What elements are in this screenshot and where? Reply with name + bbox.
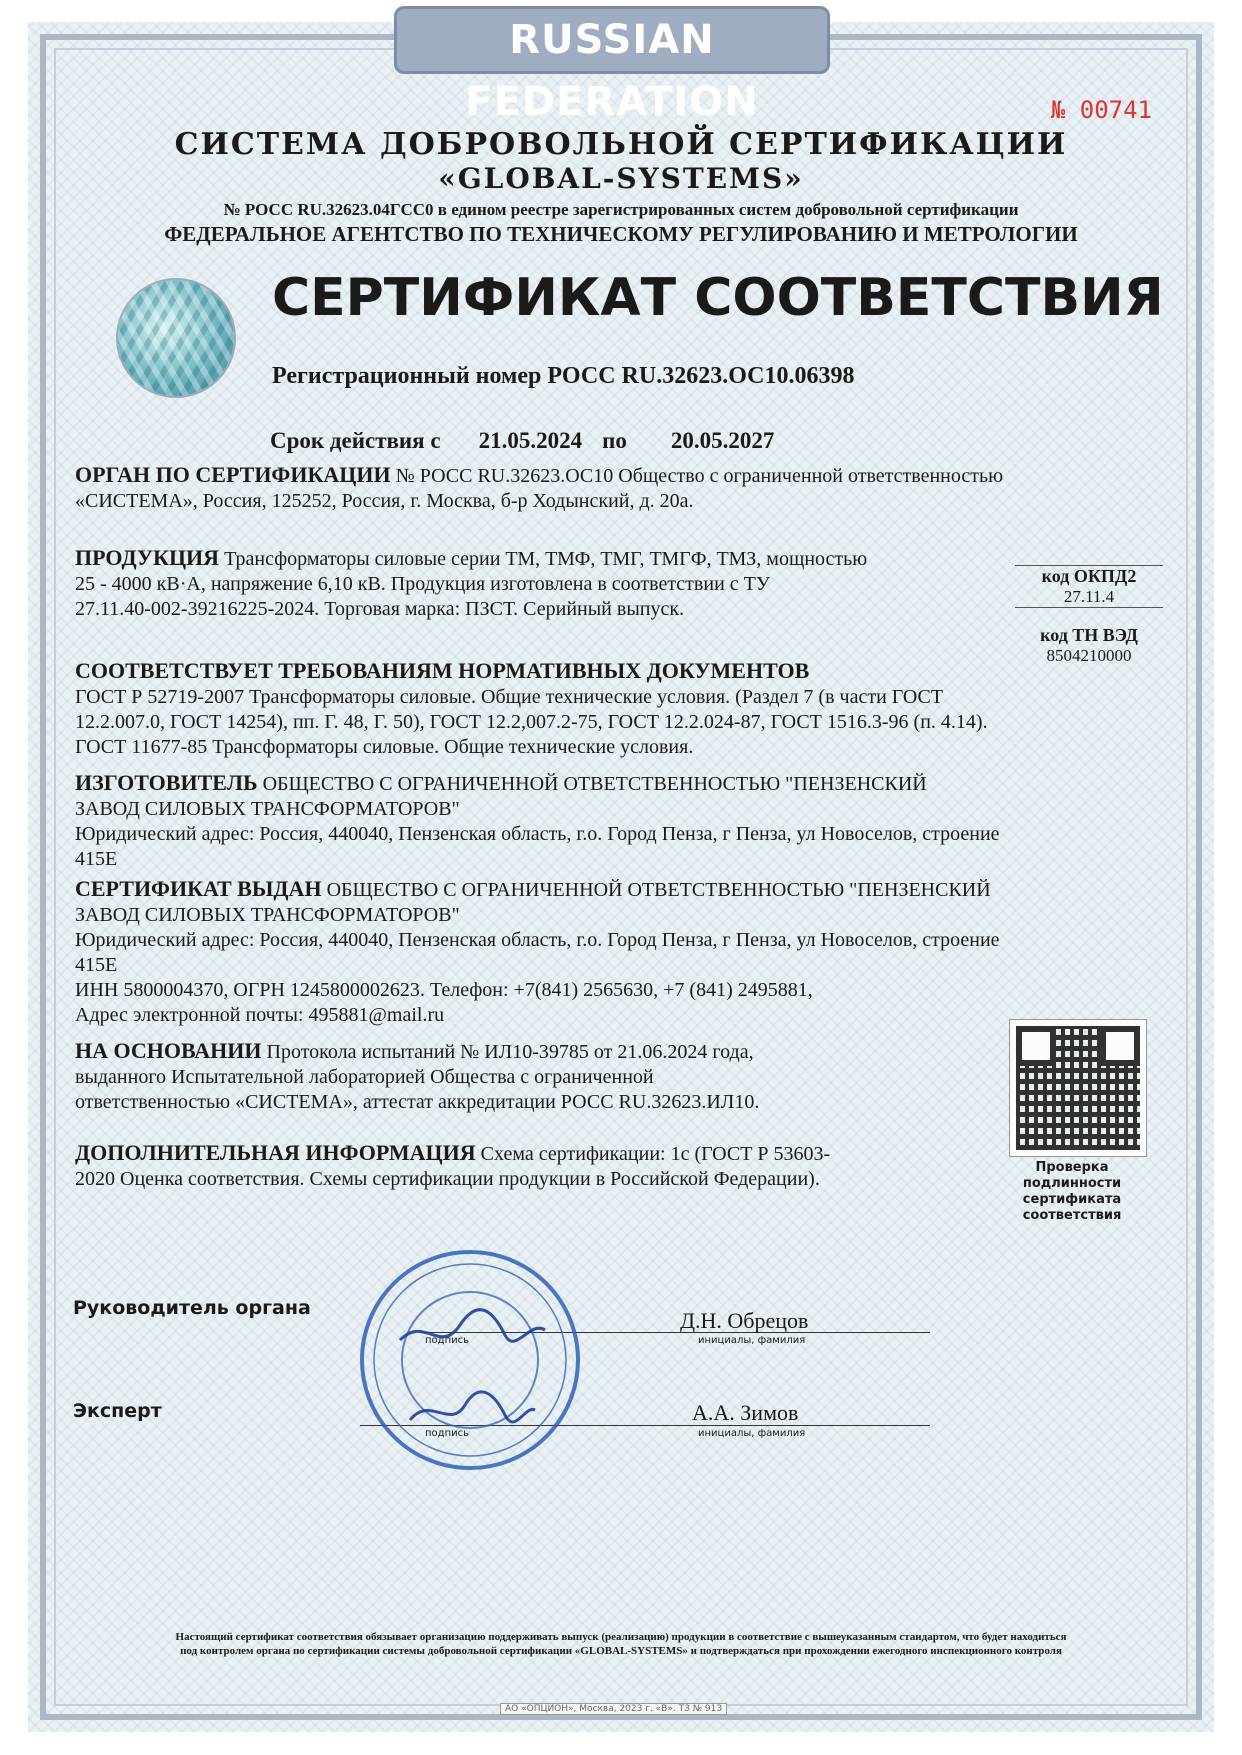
certification-body-heading: ОРГАН ПО СЕРТИФИКАЦИИ bbox=[75, 462, 391, 487]
additional-info-text-2: 2020 Оценка соответствия. Схемы сертификации продукции в Российской Федерации). bbox=[75, 1168, 820, 1190]
basis-text-3: ответственностью «СИСТЕМА», аттестат аккредитации РОСС RU.32623.ИЛ10. bbox=[75, 1091, 760, 1113]
okpd-label: код ОКПД2 bbox=[1041, 566, 1137, 586]
validity-to-label: по bbox=[602, 428, 627, 453]
tnved-code-box bbox=[1015, 625, 1163, 666]
conformity-text-2: 12.2.007.0, ГОСТ 14254), пп. Г. 48, Г. 50), ГОСТ 12.2,007.2-75, ГОСТ 12.2.024-87, ГОСТ 1516.3-96 (п. 4.14). bbox=[75, 711, 988, 733]
validity-label: Срок действия с bbox=[270, 428, 441, 453]
manufacturer-heading: ИЗГОТОВИТЕЛЬ bbox=[75, 770, 258, 795]
qr-caption: Проверка подлинности сертификата соответствия bbox=[1022, 1160, 1122, 1223]
tnved-label: код ТН ВЭД bbox=[1040, 625, 1138, 645]
head-sign-hint: подпись bbox=[425, 1335, 469, 1346]
issued-to-address-1: Юридический адрес: Россия, 440040, Пензенская область, г.о. Город Пенза, г Пенза, ул Новоселов, строение bbox=[75, 929, 1000, 951]
certification-body-address: «СИСТЕМА», Россия, 125252, Россия, г. Москва, б-р Ходынский, д. 20а. bbox=[75, 490, 694, 512]
registration-number: Регистрационный номер РОСС RU.32623.ОС10.06398 bbox=[272, 363, 855, 389]
valid-from-date: 21.05.2024 bbox=[478, 428, 583, 453]
issued-to-name-2: ЗАВОД СИЛОВЫХ ТРАНСФОРМАТОРОВ" bbox=[75, 904, 460, 926]
expert-name-hint: инициалы, фамилия bbox=[698, 1428, 806, 1439]
validity-period bbox=[270, 428, 774, 454]
product-text-1: Трансформаторы силовые серии ТМ, ТМФ, ТМГ, ТМГФ, ТМЗ, мощностью bbox=[219, 548, 868, 570]
basis-heading: НА ОСНОВАНИИ bbox=[75, 1038, 262, 1063]
expert-sign-hint: подпись bbox=[425, 1428, 469, 1439]
expert-name: А.А. Зимов bbox=[692, 1400, 799, 1425]
conformity-text-3: ГОСТ 11677-85 Трансформаторы силовые. Общие технические условия. bbox=[75, 736, 694, 758]
footer-line-2: под контролем органа по сертификации системы добровольной сертификации «GLOBAL-SYSTEMS» и подтверждаться при прохождении ежегодного инспекционного контроля bbox=[180, 1645, 1062, 1657]
okpd-code-box bbox=[1015, 565, 1163, 608]
product-section bbox=[75, 545, 1005, 622]
issued-to-email: Адрес электронной почты: 495881@mail.ru bbox=[75, 1004, 445, 1026]
certificate-serial-number: № 00741 bbox=[1050, 96, 1152, 124]
head-name: Д.Н. Обрецов bbox=[680, 1308, 809, 1333]
registry-line: № РОСС RU.32623.04ГСС0 в едином реестре зарегистрированных систем добровольной сертификации bbox=[223, 200, 1019, 219]
tnved-value: 8504210000 bbox=[1046, 646, 1132, 665]
manufacturer-address-1: Юридический адрес: Россия, 440040, Пензенская область, г.о. Город Пенза, г Пенза, ул Новоселов, строение bbox=[75, 823, 1000, 845]
conformity-section bbox=[75, 658, 988, 760]
official-stamp-icon bbox=[355, 1245, 585, 1475]
banner-russian-federation: RUSSIAN FEDERATION bbox=[394, 6, 830, 74]
certificate-title: СЕРТИФИКАТ СООТВЕТСТВИЯ bbox=[272, 268, 1164, 328]
system-name-line1: СИСТЕМА ДОБРОВОЛЬНОЙ СЕРТИФИКАЦИИ bbox=[174, 127, 1068, 162]
conformity-text-1: ГОСТ Р 52719-2007 Трансформаторы силовые. Общие технические условия. (Раздел 7 (в части ГОСТ bbox=[75, 686, 944, 708]
head-name-hint: инициалы, фамилия bbox=[698, 1335, 806, 1346]
issued-to-address-2: 415Е bbox=[75, 954, 118, 976]
expert-label: Эксперт bbox=[73, 1400, 162, 1422]
basis-text-2: выданного Испытательной лабораторией Общества с ограниченной bbox=[75, 1066, 654, 1088]
footer-line-1: Настоящий сертификат соответствия обязывает организацию поддерживать выпуск (реализацию) продукции в соответствие с вышеуказанным стандартом, что будет находиться bbox=[175, 1631, 1067, 1643]
basis-text-1: Протокола испытаний № ИЛ10-39785 от 21.06.2024 года, bbox=[261, 1041, 754, 1063]
conformity-heading: СООТВЕТСТВУЕТ ТРЕБОВАНИЯМ НОРМАТИВНЫХ ДОКУМЕНТОВ bbox=[75, 658, 810, 683]
certification-body-text: № РОСС RU.32623.ОС10 Общество с ограниченной ответственностью bbox=[390, 465, 1004, 487]
issued-to-name-1: ОБЩЕСТВО С ОГРАНИЧЕННОЙ ОТВЕТСТВЕННОСТЬЮ "ПЕНЗЕНСКИЙ bbox=[321, 879, 991, 901]
issued-to-contacts: ИНН 5800004370, ОГРН 1245800002623. Телефон: +7(841) 2565630, +7 (841) 2495881, bbox=[75, 979, 813, 1001]
additional-info-section bbox=[75, 1140, 975, 1192]
printer-imprint: АО «ОПЦИОН», Москва, 2023 г. «В». ТЗ № 913 bbox=[500, 1703, 727, 1715]
manufacturer-section bbox=[75, 770, 1145, 872]
issued-to-section bbox=[75, 876, 1145, 1028]
system-name-line2: «GLOBAL-SYSTEMS» bbox=[438, 162, 804, 195]
manufacturer-name-1: ОБЩЕСТВО С ОГРАНИЧЕННОЙ ОТВЕТСТВЕННОСТЬЮ "ПЕНЗЕНСКИЙ bbox=[257, 773, 927, 795]
issued-to-heading: СЕРТИФИКАТ ВЫДАН bbox=[75, 876, 322, 901]
product-text-2: 25 - 4000 кВ·А, напряжение 6,10 кВ. Продукция изготовлена в соответствии с ТУ bbox=[75, 573, 771, 595]
manufacturer-address-2: 415Е bbox=[75, 848, 118, 870]
additional-info-heading: ДОПОЛНИТЕЛЬНАЯ ИНФОРМАЦИЯ bbox=[75, 1140, 476, 1165]
hologram-seal-icon bbox=[118, 280, 234, 396]
head-of-body-label: Руководитель органа bbox=[73, 1297, 311, 1319]
footer-notice bbox=[90, 1630, 1152, 1658]
product-text-3: 27.11.40-002-39216225-2024. Торговая марка: ПЗСТ. Серийный выпуск. bbox=[75, 598, 685, 620]
agency-line: ФЕДЕРАЛЬНОЕ АГЕНТСТВО ПО ТЕХНИЧЕСКОМУ РЕГУЛИРОВАНИЮ И МЕТРОЛОГИИ bbox=[164, 222, 1078, 246]
okpd-value: 27.11.4 bbox=[1063, 587, 1115, 606]
valid-to-date: 20.05.2027 bbox=[670, 428, 775, 453]
certification-body-section bbox=[75, 462, 1003, 514]
qr-code-icon[interactable] bbox=[1010, 1020, 1146, 1156]
product-heading: ПРОДУКЦИЯ bbox=[75, 545, 220, 570]
manufacturer-name-2: ЗАВОД СИЛОВЫХ ТРАНСФОРМАТОРОВ" bbox=[75, 798, 460, 820]
additional-info-text-1: Схема сертификации: 1с (ГОСТ Р 53603- bbox=[475, 1143, 831, 1165]
basis-section bbox=[75, 1038, 759, 1115]
